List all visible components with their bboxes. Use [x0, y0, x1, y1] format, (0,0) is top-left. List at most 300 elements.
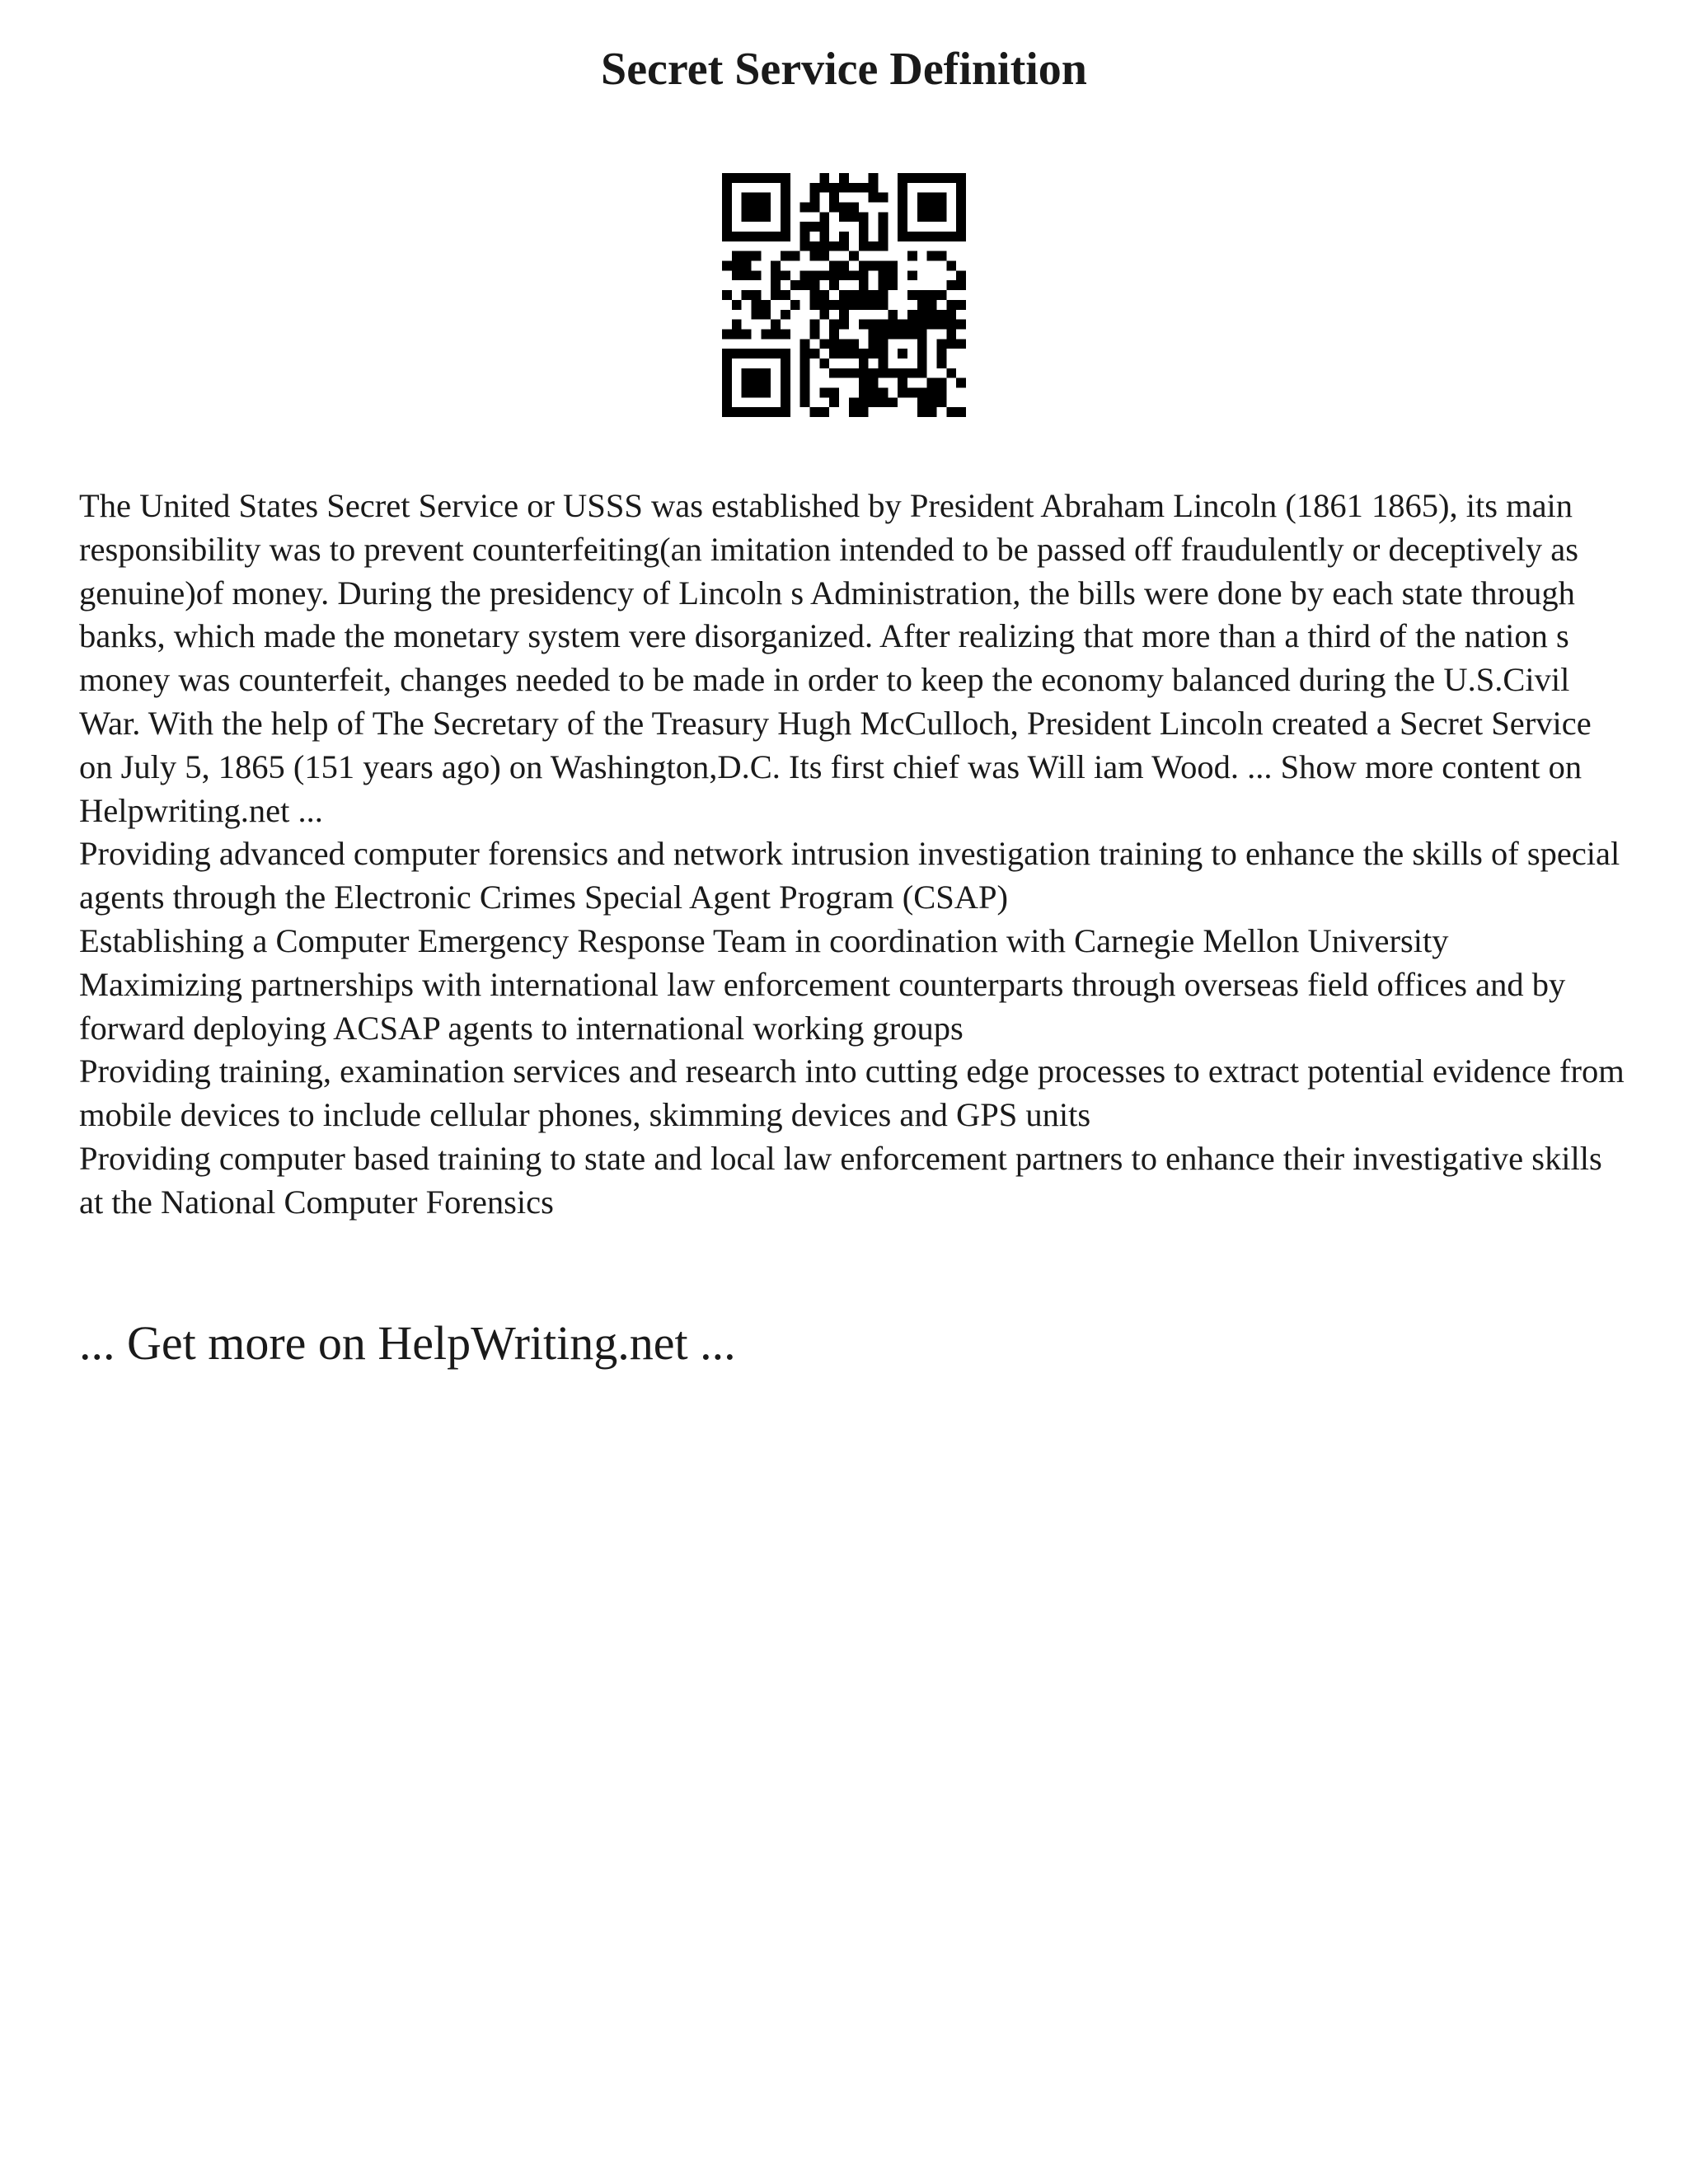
qr-module	[907, 251, 917, 261]
qr-module	[878, 349, 888, 359]
qr-module	[869, 339, 879, 349]
qr-module	[946, 329, 956, 339]
page-title: Secret Service Definition	[601, 44, 1087, 95]
qr-module	[732, 407, 742, 417]
qr-module	[800, 280, 810, 290]
qr-module	[790, 251, 800, 261]
qr-module	[946, 280, 956, 290]
qr-module	[752, 193, 762, 203]
qr-module	[917, 203, 927, 213]
qr-module	[888, 270, 898, 280]
qr-module	[878, 300, 888, 310]
qr-module	[878, 280, 888, 290]
qr-module	[917, 232, 927, 241]
qr-module	[810, 280, 820, 290]
qr-module	[810, 241, 820, 251]
qr-module	[800, 368, 810, 378]
qr-module	[761, 300, 771, 310]
qr-module	[936, 251, 946, 261]
qr-module	[771, 329, 781, 339]
qr-module	[761, 407, 771, 417]
qr-module	[927, 378, 937, 388]
qr-module	[781, 378, 790, 388]
qr-module	[956, 270, 966, 280]
qr-module	[800, 232, 810, 241]
qr-module	[946, 300, 956, 310]
qr-module	[946, 261, 956, 271]
qr-module	[869, 183, 879, 193]
qr-module	[859, 378, 869, 388]
qr-module	[878, 329, 888, 339]
qr-module	[849, 251, 859, 261]
qr-module	[927, 203, 937, 213]
qr-module	[781, 359, 790, 368]
qr-module	[927, 251, 937, 261]
qr-module	[829, 339, 839, 349]
qr-module	[956, 300, 966, 310]
qr-module	[898, 368, 907, 378]
qr-module	[849, 349, 859, 359]
qr-module	[781, 387, 790, 397]
qr-module	[771, 280, 781, 290]
qr-module	[771, 232, 781, 241]
qr-module	[859, 270, 869, 280]
qr-module	[829, 203, 839, 213]
qr-module	[761, 378, 771, 388]
qr-module	[800, 397, 810, 407]
qr-module	[810, 193, 820, 203]
qr-module	[946, 310, 956, 320]
qr-module	[722, 397, 732, 407]
qr-module	[761, 173, 771, 183]
qr-module	[878, 241, 888, 251]
qr-module	[936, 378, 946, 388]
qr-code-icon	[722, 173, 966, 417]
qr-module	[810, 290, 820, 300]
qr-module	[849, 183, 859, 193]
qr-module	[956, 378, 966, 388]
qr-module	[946, 407, 956, 417]
qr-module	[839, 241, 849, 251]
qr-module	[742, 378, 752, 388]
qr-module	[869, 261, 879, 271]
qr-module	[849, 339, 859, 349]
qr-module	[849, 203, 859, 213]
qr-module	[859, 280, 869, 290]
qr-module	[819, 339, 829, 349]
qr-module	[800, 359, 810, 368]
qr-module	[761, 349, 771, 359]
qr-module	[869, 320, 879, 330]
qr-module	[829, 387, 839, 397]
qr-module	[800, 222, 810, 232]
qr-module	[839, 203, 849, 213]
qr-module	[722, 378, 732, 388]
qr-module	[869, 368, 879, 378]
qr-module	[898, 193, 907, 203]
qr-module	[829, 193, 839, 203]
qr-module	[752, 387, 762, 397]
qr-module	[936, 320, 946, 330]
qr-module	[781, 232, 790, 241]
qr-module	[869, 387, 879, 397]
qr-module	[917, 193, 927, 203]
qr-module	[917, 349, 927, 359]
qr-module	[849, 212, 859, 222]
qr-module	[956, 339, 966, 349]
qr-module	[810, 407, 820, 417]
qr-module	[888, 261, 898, 271]
qr-module	[956, 407, 966, 417]
qr-module	[761, 368, 771, 378]
paragraph-partnerships: Maximizing partnerships with international law enforcement counterparts through overseas field offices and by forward deploying ACSAP agents to international working groups	[79, 965, 1566, 1047]
qr-module	[742, 203, 752, 213]
qr-module	[819, 270, 829, 280]
paragraph-emergency-team: Establishing a Computer Emergency Response Team in coordination with Carnegie Mellon University	[79, 921, 1449, 959]
qr-module	[819, 359, 829, 368]
qr-module	[722, 329, 732, 339]
qr-module	[819, 212, 829, 222]
qr-module	[956, 280, 966, 290]
qr-module	[781, 183, 790, 193]
qr-module	[781, 251, 790, 261]
qr-module	[761, 232, 771, 241]
qr-module	[907, 173, 917, 183]
qr-module	[742, 349, 752, 359]
qr-module	[722, 359, 732, 368]
qr-module	[752, 368, 762, 378]
qr-module	[917, 290, 927, 300]
qr-module	[722, 212, 732, 222]
qr-module	[732, 232, 742, 241]
qr-module	[819, 387, 829, 397]
qr-module	[907, 232, 917, 241]
qr-module	[869, 173, 879, 183]
qr-module	[781, 368, 790, 378]
qr-module	[819, 310, 829, 320]
qr-module	[732, 329, 742, 339]
qr-module	[859, 241, 869, 251]
qr-module	[898, 222, 907, 232]
qr-module	[956, 183, 966, 193]
qr-module	[869, 290, 879, 300]
qr-module	[839, 173, 849, 183]
qr-module	[790, 300, 800, 310]
qr-module	[936, 193, 946, 203]
qr-module	[849, 270, 859, 280]
qr-module	[829, 300, 839, 310]
qr-module	[819, 183, 829, 193]
qr-module	[946, 339, 956, 349]
qr-module	[917, 173, 927, 183]
qr-module	[752, 270, 762, 280]
qr-module	[936, 387, 946, 397]
qr-module	[907, 290, 917, 300]
qr-module	[810, 300, 820, 310]
qr-module	[800, 270, 810, 280]
qr-module	[781, 203, 790, 213]
qr-module	[936, 310, 946, 320]
qr-module	[936, 359, 946, 368]
qr-module	[819, 290, 829, 300]
qr-module	[907, 329, 917, 339]
qr-module	[898, 387, 907, 397]
qr-module	[732, 349, 742, 359]
qr-module	[956, 193, 966, 203]
qr-module	[781, 407, 790, 417]
qr-module	[742, 173, 752, 183]
qr-module	[829, 183, 839, 193]
qr-module	[742, 261, 752, 271]
qr-module	[936, 212, 946, 222]
qr-module	[839, 212, 849, 222]
qr-module	[781, 329, 790, 339]
qr-module	[849, 368, 859, 378]
qr-module	[771, 407, 781, 417]
qr-module	[742, 270, 752, 280]
qr-module	[898, 183, 907, 193]
get-more-link[interactable]: ... Get more on HelpWriting.net ...	[79, 1316, 736, 1370]
qr-module	[936, 397, 946, 407]
qr-module	[927, 310, 937, 320]
qr-module	[859, 320, 869, 330]
qr-module	[869, 378, 879, 388]
qr-module	[927, 173, 937, 183]
qr-module	[907, 270, 917, 280]
qr-module	[898, 173, 907, 183]
qr-module	[752, 173, 762, 183]
qr-module	[810, 329, 820, 339]
qr-module	[878, 222, 888, 232]
qr-module	[936, 349, 946, 359]
qr-module	[810, 270, 820, 280]
qr-module	[956, 212, 966, 222]
qr-module	[898, 378, 907, 388]
qr-module	[839, 310, 849, 320]
qr-module	[859, 290, 869, 300]
qr-module	[849, 290, 859, 300]
qr-module	[927, 232, 937, 241]
qr-module	[917, 387, 927, 397]
qr-module	[927, 300, 937, 310]
qr-module	[878, 212, 888, 222]
qr-module	[839, 270, 849, 280]
qr-module	[752, 232, 762, 241]
qr-module	[898, 329, 907, 339]
qr-module	[839, 183, 849, 193]
qr-module	[829, 261, 839, 271]
qr-module	[761, 203, 771, 213]
qr-module	[839, 232, 849, 241]
qr-module	[859, 261, 869, 271]
qr-module	[946, 368, 956, 378]
qr-module	[829, 397, 839, 407]
qr-module	[936, 203, 946, 213]
qr-module	[898, 349, 907, 359]
qr-module	[859, 387, 869, 397]
qr-module	[878, 193, 888, 203]
qr-module	[859, 222, 869, 232]
qr-module	[810, 349, 820, 359]
qr-module	[946, 320, 956, 330]
qr-module	[878, 290, 888, 300]
qr-module	[927, 407, 937, 417]
qr-module	[849, 300, 859, 310]
qr-module	[761, 212, 771, 222]
qr-module	[829, 241, 839, 251]
qr-module	[781, 222, 790, 232]
qr-module	[781, 349, 790, 359]
qr-module	[742, 407, 752, 417]
qr-module	[742, 368, 752, 378]
qr-module	[810, 251, 820, 261]
qr-module	[742, 232, 752, 241]
qr-module	[869, 397, 879, 407]
qr-module	[781, 270, 790, 280]
qr-module	[839, 290, 849, 300]
qr-module	[859, 183, 869, 193]
qr-module	[869, 193, 879, 203]
qr-module	[781, 397, 790, 407]
qr-module	[927, 290, 937, 300]
qr-module	[771, 349, 781, 359]
qr-module	[790, 280, 800, 290]
qr-module	[771, 173, 781, 183]
qr-module	[829, 368, 839, 378]
qr-module	[907, 387, 917, 397]
qr-module	[771, 320, 781, 330]
qr-module	[888, 320, 898, 330]
qr-module	[927, 193, 937, 203]
qr-module	[859, 359, 869, 368]
qr-module	[898, 212, 907, 222]
qr-module	[722, 203, 732, 213]
qr-module	[888, 329, 898, 339]
qr-module	[819, 222, 829, 232]
paragraph-history: The United States Secret Service or USSS was established by President Abraham Lincoln (1861 1865), its main responsibility was to prevent counterfeiting(an imitation intended to be passed off fraudulently or deceptively as genuine)of money. During the presidency of Lincoln s Administration, the bills were done by each state through banks, which made the monetary system vere disorganized. After realizing that more than a third of the nation s money was counterfeit, changes needed to be made in order to keep the economy balanced during the U.S.Civil War. With the help of The Secretary of the Treasury Hugh McCulloch, President Lincoln created a Secret Service on July 5, 1865 (151 years ago) on Washington,D.C. Its first chief was Will iam Wood. ... Show more content on Helpwriting.net ...	[79, 487, 1592, 829]
qr-module	[781, 212, 790, 222]
qr-module	[752, 349, 762, 359]
qr-module	[810, 222, 820, 232]
qr-module	[849, 397, 859, 407]
qr-module	[829, 329, 839, 339]
qr-module	[839, 261, 849, 271]
qr-module	[722, 261, 732, 271]
qr-module	[800, 203, 810, 213]
document-body	[79, 485, 1629, 1225]
qr-module	[839, 339, 849, 349]
qr-module	[956, 232, 966, 241]
qr-module	[761, 193, 771, 203]
qr-module	[742, 329, 752, 339]
qr-module	[752, 251, 762, 261]
qr-module	[956, 222, 966, 232]
qr-module	[917, 397, 927, 407]
qr-module	[742, 387, 752, 397]
qr-module	[956, 203, 966, 213]
qr-module	[917, 359, 927, 368]
qr-module	[829, 320, 839, 330]
qr-module	[810, 183, 820, 193]
qr-module	[946, 173, 956, 183]
qr-module	[869, 329, 879, 339]
qr-module	[752, 300, 762, 310]
qr-module	[722, 232, 732, 241]
qr-module	[829, 280, 839, 290]
qr-module	[907, 320, 917, 330]
qr-module	[722, 387, 732, 397]
qr-module	[917, 339, 927, 349]
qr-module	[800, 339, 810, 349]
qr-module	[869, 241, 879, 251]
qr-module	[722, 349, 732, 359]
qr-module	[839, 349, 849, 359]
qr-module	[722, 193, 732, 203]
qr-module	[878, 232, 888, 241]
qr-module	[936, 173, 946, 183]
qr-module	[761, 310, 771, 320]
qr-module	[722, 407, 732, 417]
qr-module	[752, 310, 762, 320]
qr-module	[771, 261, 781, 271]
qr-module	[917, 368, 927, 378]
qr-module	[907, 368, 917, 378]
qr-module	[859, 300, 869, 310]
qr-module	[888, 397, 898, 407]
qr-module	[829, 270, 839, 280]
qr-module	[917, 320, 927, 330]
qr-module	[742, 212, 752, 222]
qr-module	[781, 310, 790, 320]
qr-module	[839, 320, 849, 330]
qr-module	[732, 261, 742, 271]
qr-module	[781, 173, 790, 183]
qr-module	[859, 397, 869, 407]
paragraph-mobile-evidence: Providing training, examination services and research into cutting edge processes to extract potential evidence from mobile devices to include cellular phones, skimming devices and GPS units	[79, 1052, 1625, 1134]
qr-module	[936, 339, 946, 349]
qr-module	[898, 203, 907, 213]
qr-module	[761, 387, 771, 397]
qr-module	[781, 193, 790, 203]
qr-module	[878, 270, 888, 280]
qr-module	[722, 183, 732, 193]
qr-module	[859, 349, 869, 359]
qr-module	[752, 212, 762, 222]
qr-module	[800, 387, 810, 397]
qr-module	[878, 261, 888, 271]
qr-module	[829, 349, 839, 359]
qr-module	[927, 212, 937, 222]
qr-module	[888, 368, 898, 378]
qr-module	[722, 173, 732, 183]
qr-module	[917, 310, 927, 320]
qr-module	[859, 212, 869, 222]
qr-module	[888, 310, 898, 320]
qr-module	[722, 290, 732, 300]
qr-module	[946, 232, 956, 241]
qr-module	[819, 241, 829, 251]
qr-module	[898, 232, 907, 241]
qr-module	[869, 300, 879, 310]
qr-module	[819, 407, 829, 417]
qr-module	[839, 300, 849, 310]
qr-module	[917, 329, 927, 339]
qr-module	[917, 300, 927, 310]
qr-module	[732, 300, 742, 310]
qr-module	[771, 270, 781, 280]
qr-module	[752, 203, 762, 213]
paragraph-computer-training: Providing computer based training to state and local law enforcement partners to enhance their investigative skills at the National Computer Forensics	[79, 1139, 1602, 1221]
